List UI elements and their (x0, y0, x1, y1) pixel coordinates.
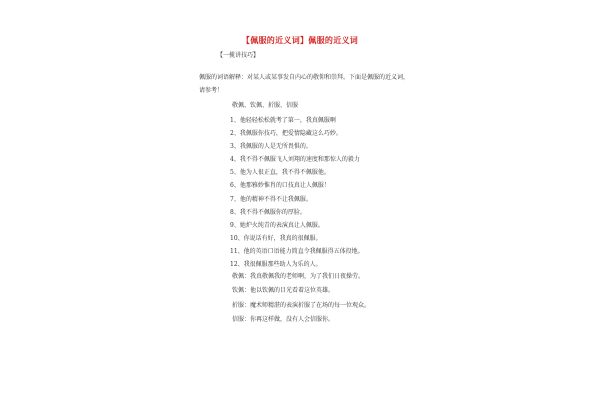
synonym-example: 钦佩：他以钦佩的目光看着这位英雄。 (232, 287, 335, 295)
example-sentence: 10、你说话有好，我真的很佩服。 (230, 234, 322, 242)
example-sentence: 9、她炉火纯青的表演真让人佩服。 (230, 221, 324, 229)
section-tag: 【一揽讲技巧】 (217, 52, 260, 59)
synonym-examples (232, 270, 370, 327)
example-sentence: 11、他的英语口语能力简直令我佩服得五体投地。 (230, 247, 364, 255)
synonym-list: 敬佩、钦佩、折服、信服 (232, 102, 299, 109)
example-sentences (230, 114, 364, 271)
document-title: 【佩服的近义词】佩服的近义词 (241, 35, 359, 45)
example-sentence: 3、我佩服的人是无所畏惧的。 (230, 143, 312, 151)
synonym-example: 折服：魔术师精湛的表演折服了在场的每一位观众。 (232, 301, 371, 309)
example-sentence: 7、他的精神不得不让我佩服。 (230, 195, 312, 203)
synonym-example: 信服：你再这样做，没有人会信服你。 (232, 315, 335, 323)
synonym-example: 敬佩：我真敬佩我的老师啊，为了我们日夜操劳。 (232, 273, 365, 280)
example-sentence: 4、我不得不佩服飞人刘翔的速度和那惊人的毅力 (230, 156, 360, 164)
example-sentence: 2、我佩服你技巧，把爱情隐藏这么巧妙。 (230, 130, 342, 138)
example-sentence: 1、他轻轻松松就考了第一，我真佩服啊 (230, 117, 336, 124)
example-sentence: 12、我很佩服那些助人为乐的人。 (230, 261, 322, 269)
example-sentence: 5、他为人很正直，我不得不佩服他。 (230, 169, 330, 177)
example-sentence: 6、他那雅妙惟肖的口技真让人佩服！ (230, 182, 330, 190)
intro-paragraph: 佩服的词语解释：对某人或某事发自内心的敬仰和崇拜。下面是佩服的近义词，请参考！ (199, 74, 410, 94)
example-sentence: 8、我不得不佩服你的厚脸。 (230, 208, 306, 216)
